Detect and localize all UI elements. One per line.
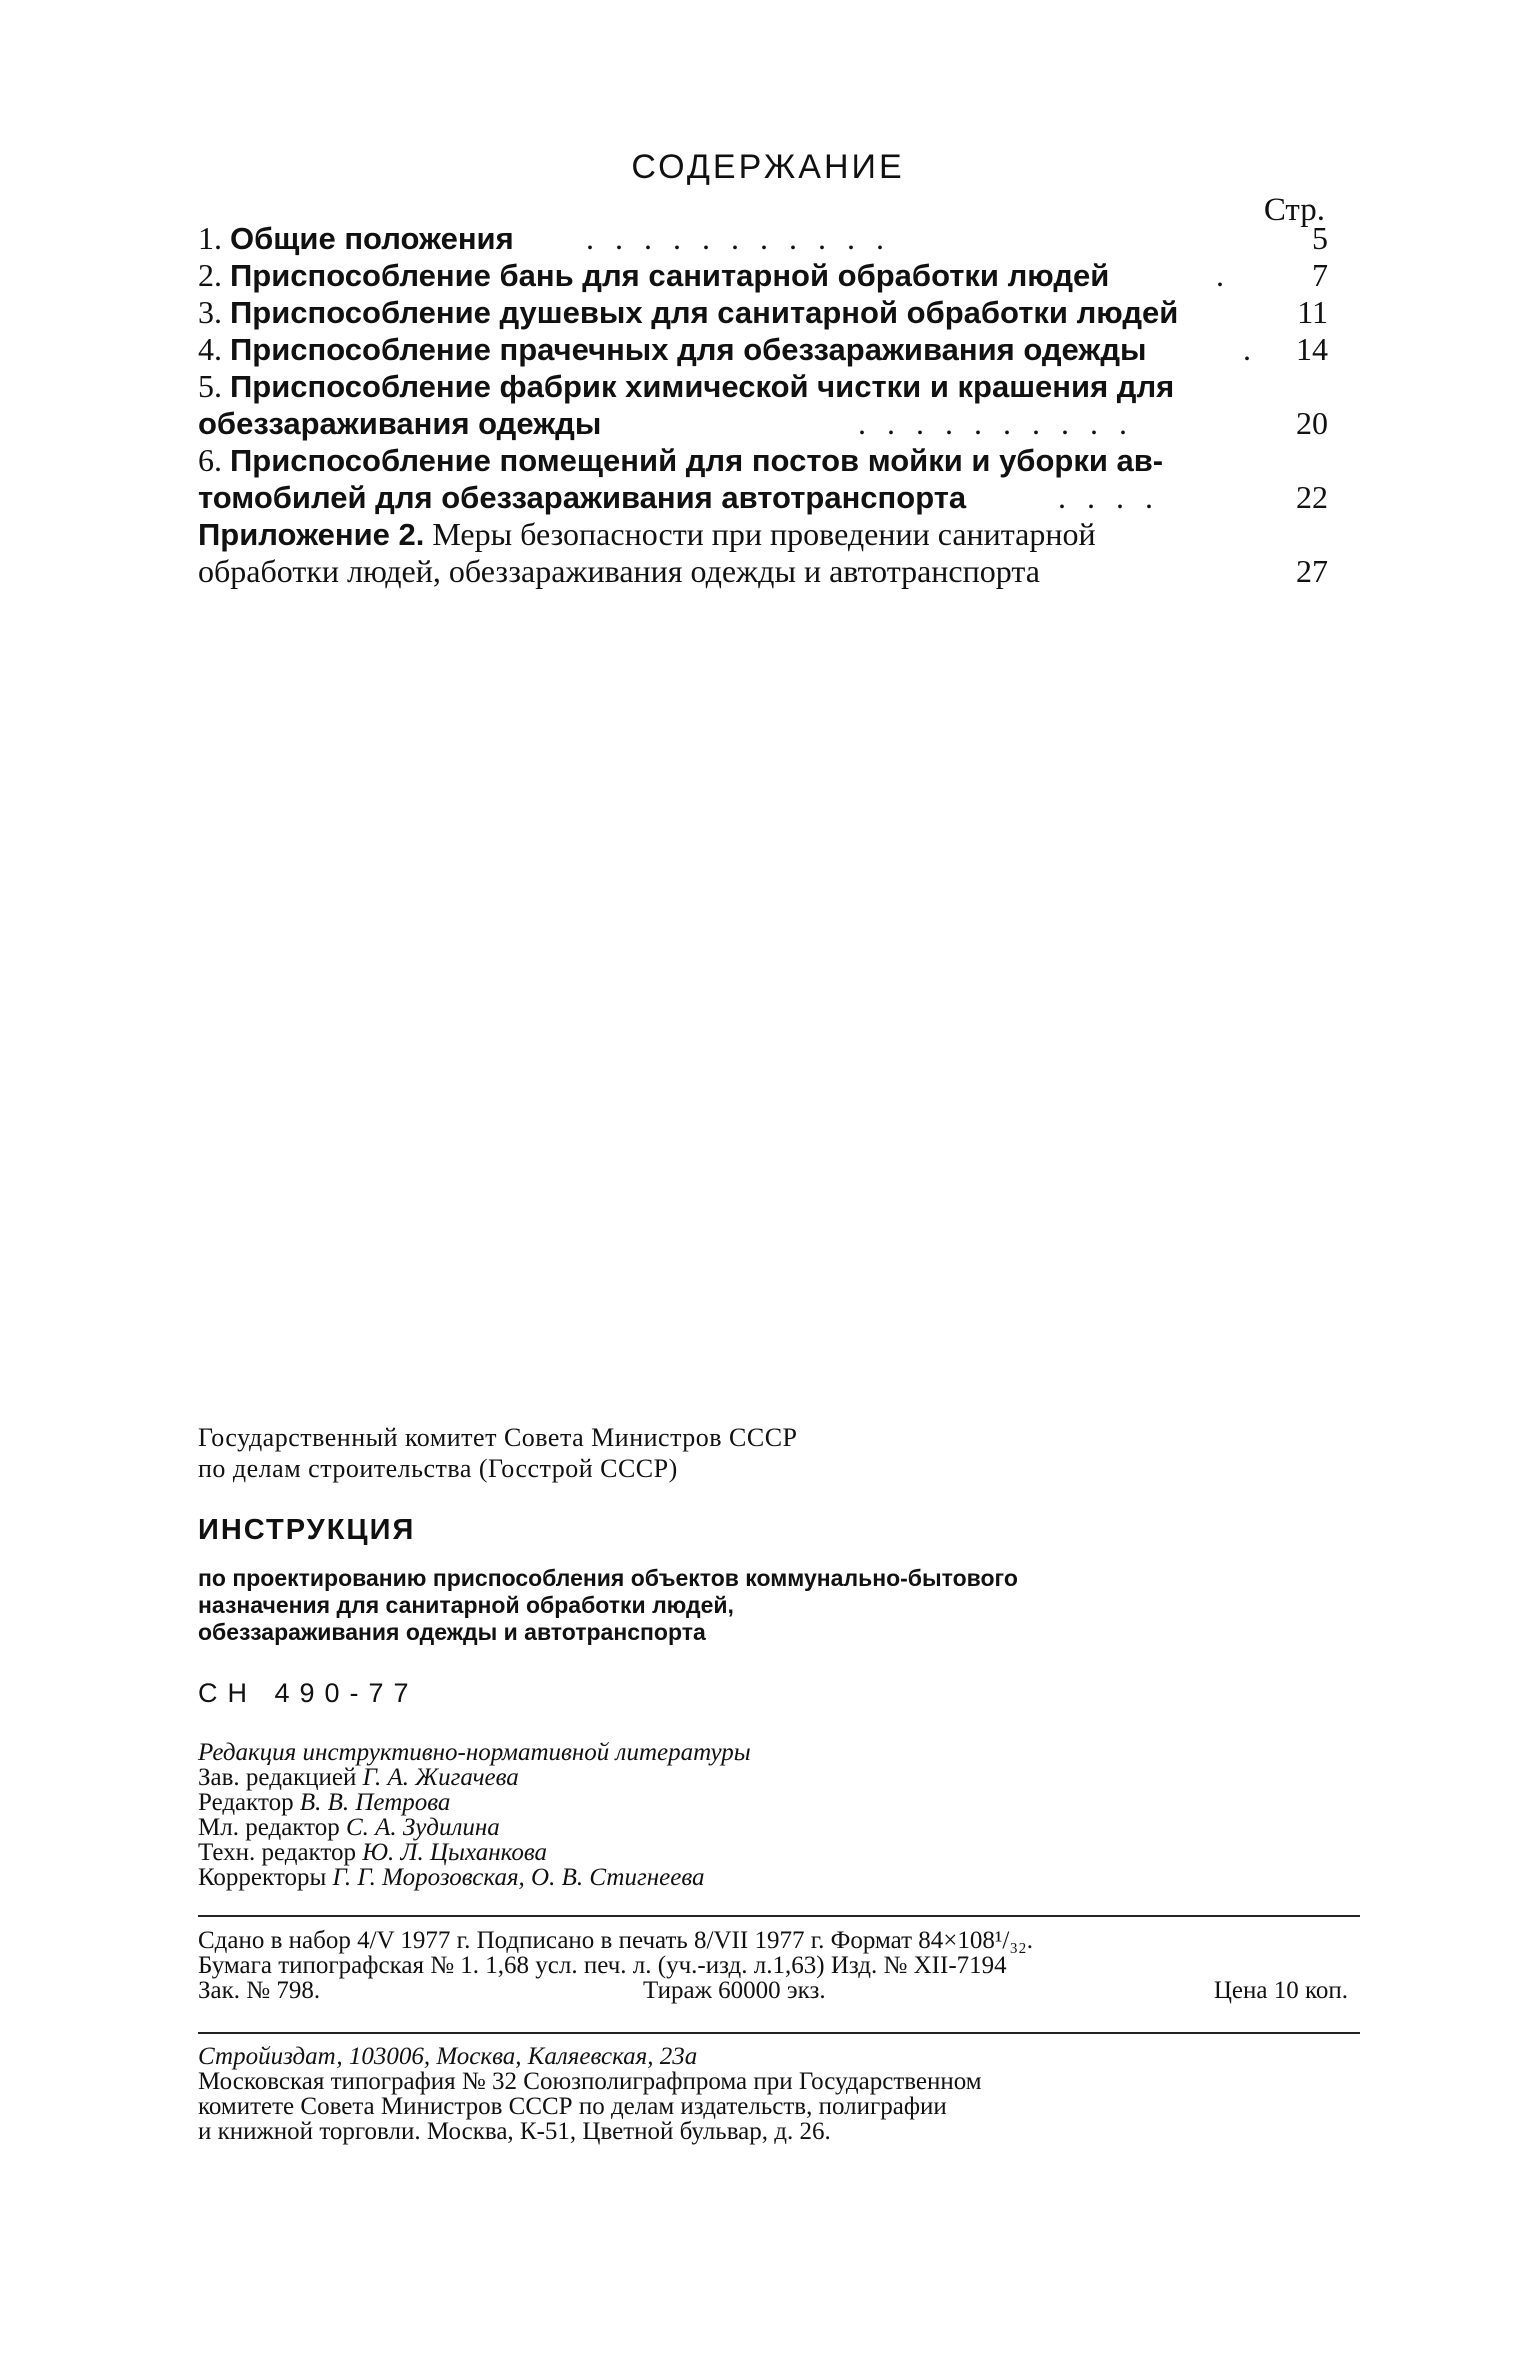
toc-entry-number: 1. [198, 220, 222, 256]
toc-entry [198, 368, 1328, 405]
toc-entry-continuation [198, 405, 1328, 442]
document-subtitle [198, 1565, 1358, 1646]
editor-row [198, 1790, 1358, 1815]
editor-name: Г. А. Жигачева [362, 1764, 519, 1791]
publication-line: Сдано в набор 4/V 1977 г. Подписано в печать 8/VII 1977 г. Формат 84×108¹/₃₂. [198, 1927, 1033, 1954]
toc-entry-number: 6. [198, 442, 222, 478]
editor-role: Редактор [198, 1789, 294, 1816]
subtitle-line: по проектированию приспособления объектов коммунально-бытового [198, 1565, 1018, 1591]
publication-line: Бумага типографская № 1. 1,68 усл. печ. л. (уч.-изд. л.1,63) Изд. № XII-7194 [198, 1952, 1007, 1979]
contents-title: СОДЕРЖАНИЕ [631, 148, 905, 186]
document-type-title: ИНСТРУКЦИЯ [198, 1514, 416, 1546]
editor-row [198, 1865, 1358, 1890]
toc-appendix-continuation [198, 553, 1328, 590]
toc-entry-number: 3. [198, 294, 222, 330]
leader-dots: . [1243, 331, 1272, 367]
editor-role: Корректоры [198, 1864, 327, 1891]
appendix-title: Меры безопасности при проведении санитарной [432, 516, 1096, 552]
toc-entry-title: Общие положения [230, 221, 514, 256]
editorial-credits [198, 1740, 1358, 1890]
leader-dots: .... [1058, 479, 1174, 515]
editor-row [198, 1765, 1358, 1790]
toc-entry-number: 4. [198, 331, 222, 367]
toc-entry-page: 14 [1296, 331, 1328, 367]
toc-entry-title: Приспособление бань для санитарной обработки людей [230, 258, 1110, 293]
toc-entry [198, 331, 1328, 368]
leader-dots: . [1216, 257, 1245, 293]
appendix-label: Приложение 2. [198, 517, 425, 552]
editor-name: Г. Г. Морозовская, О. В. Стигнеева [332, 1864, 705, 1891]
issuing-authority [198, 1422, 1358, 1484]
toc-entry [198, 442, 1328, 479]
leader-dots: ........... [586, 220, 905, 256]
editor-role: Мл. редактор [198, 1814, 340, 1841]
subtitle-line: назначения для санитарной обработки людей, [198, 1592, 734, 1618]
appendix-title-continued: обработки людей, обеззараживания одежды и автотранспорта [198, 553, 1040, 589]
editor-name: Ю. Л. Цыханкова [362, 1839, 548, 1866]
toc-entry-number: 5. [198, 368, 222, 404]
editor-name: В. В. Петрова [299, 1789, 451, 1816]
editor-row [198, 1815, 1358, 1840]
toc-entry-title: Приспособление прачечных для обеззараживания одежды [230, 332, 1147, 367]
editor-row [198, 1840, 1358, 1865]
toc-entry-title: Приспособление помещений для постов мойки и уборки ав- [230, 443, 1164, 478]
toc-entry-title-continued: обеззараживания одежды [198, 406, 602, 441]
publication-line [198, 1978, 1358, 2003]
printer-line: комитете Совета Министров СССР по делам издательств, полиграфии [198, 2093, 947, 2120]
toc-entry-page: 20 [1296, 405, 1328, 441]
toc-entry-continuation [198, 479, 1328, 516]
printer-line: и книжной торговли. Москва, К-51, Цветной бульвар, д. 26. [198, 2118, 831, 2145]
page-column-label: Стр. [1263, 192, 1325, 228]
editor-role: Зав. редакцией [198, 1764, 357, 1791]
toc-entry-page: 7 [1312, 257, 1328, 293]
leader-dots: .......... [858, 405, 1148, 441]
toc-appendix [198, 516, 1328, 553]
toc-entry [198, 220, 1328, 257]
table-of-contents [198, 220, 1328, 590]
toc-entry-page: 5 [1312, 220, 1328, 256]
publisher-address: Стройиздат, 103006, Москва, Каляевская, 23а [198, 2043, 698, 2070]
authority-line: Государственный комитет Совета Министров СССР [198, 1423, 798, 1452]
printer-line: Московская типография № 32 Союзполиграфпрома при Государственном [198, 2068, 982, 2095]
toc-entry-number: 2. [198, 257, 222, 293]
authority-line: по делам строительства (Госстрой СССР) [198, 1454, 678, 1483]
toc-entry-title: Приспособление фабрик химической чистки и крашения для [230, 369, 1175, 404]
toc-entry-title: Приспособление душевых для санитарной обработки людей [230, 295, 1179, 330]
standard-code: СН 490-77 [198, 1678, 419, 1708]
toc-entry-page: 27 [1296, 553, 1328, 589]
editor-name: С. А. Зудилина [345, 1814, 500, 1841]
toc-entry [198, 294, 1328, 331]
toc-entry-title-continued: томобилей для обеззараживания автотранспорта [198, 480, 967, 515]
editorial-office: Редакция инструктивно-нормативной литературы [198, 1739, 751, 1766]
publication-details [198, 1928, 1358, 2003]
toc-entry [198, 257, 1328, 294]
printer-details [198, 2044, 1358, 2144]
divider [198, 2032, 1360, 2034]
price: Цена 10 коп. [1213, 1977, 1348, 2004]
order-number: Зак. № 798. [198, 1977, 321, 2004]
editor-role: Техн. редактор [198, 1839, 356, 1866]
print-run: Тираж 60000 экз. [643, 1977, 826, 2004]
toc-entry-page: 11 [1297, 294, 1328, 330]
subtitle-line: обеззараживания одежды и автотранспорта [198, 1619, 706, 1645]
toc-entry-page: 22 [1296, 479, 1328, 515]
divider [198, 1915, 1360, 1917]
